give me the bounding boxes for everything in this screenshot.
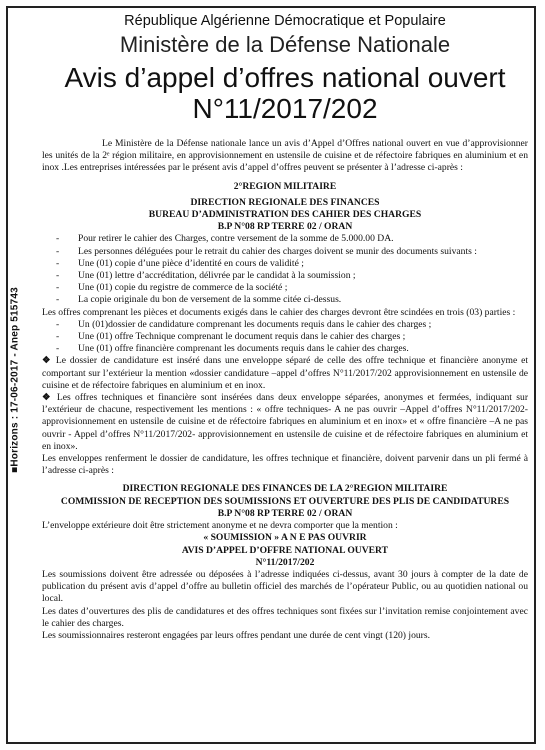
- list-item: - Les personnes déléguées pour le retrait du cahier des charges doivent se munir des documents suivants :: [54, 246, 528, 258]
- list-item: - Une (01) copie du registre de commerce de la société ;: [54, 282, 528, 294]
- enveloppe-ext-paragraph: L’enveloppe extérieure doit être strictement anonyme et ne devra comporter que la mention :: [42, 520, 398, 532]
- mention-line2: AVIS D’APPEL D’OFFRE NATIONAL OUVERT: [181, 544, 389, 556]
- dossier-text: Le dossier de candidature est inséré dans une enveloppe séparé de celle des offre technique et financière anonyme et comportant sur l’extérieur la mention «dossier candidature –appel d’offres N°11/2017/202 approvisionnement en ustensile de cuisine et de réfectoire fabriques en aluminium et en inox.: [42, 355, 528, 391]
- enveloppes-paragraph: Les enveloppes renferment le dossier de candidature, les offres technique et financière, doivent parvenir dans un pli fermé à l’adresse ci-après :: [42, 453, 528, 477]
- list-item: - Une (01) lettre d’accréditation, délivrée par le candidat à la soumission ;: [54, 270, 528, 282]
- list-item: - Pour retirer le cahier des Charges, contre versement de la somme de 5.000.00 DA.: [54, 233, 528, 245]
- diamond-bullet-icon: ❖: [42, 392, 57, 404]
- list-item: - Une (01) offre financière comprenant les documents requis dans le cahier des charges.: [54, 343, 528, 355]
- list-item: - Une (01) copie d’une pièce d’identité en cours de validité ;: [54, 258, 528, 270]
- offres-text: Les offres techniques et financière sont insérées dans deux enveloppe séparées, anonymes et fermées, indiquant sur l’extérieur de chacune, respectivement les mentions : « offre techniques- A ne pas ouvrir –Appel d’offres N°11/2017/202- approvisionnement en ustensile de cuisine et de réfectoire fabriques en aluminium et en inox» et « offre financière –A ne pas ouvrir - Appel d’offres N°11/2017/202- approvisionnement en ustensile de cuisine et de réfectoire fabriques en aluminium et en inox».: [42, 392, 529, 452]
- dossier-paragraph: [42, 355, 528, 392]
- republic-header: République Algérienne Démocratique et Populaire: [124, 13, 446, 29]
- notice-number: N°11/2017/202: [192, 93, 378, 124]
- notice-content: [42, 12, 528, 642]
- address2-line1: DIRECTION REGIONALE DES FINANCES DE LA 2°REGION MILITAIRE: [122, 483, 448, 495]
- address-bp: B.P N°08 RP TERRE 02 / ORAN: [217, 221, 353, 233]
- intro-paragraph: Le Ministère de la Défense nationale lance un avis d’Appel d’Offres national ouvert en vue d’approvisionner les unités de la 2ᵉ région militaire, en approvisionnement en ustensile de cuisine et de réfectoire fabriques en aluminium et en inox .Les entreprises intéressées par le présent avis d’appel d’offres peuvent se présenter à l’adresse ci-après :: [42, 138, 528, 174]
- address-bureau: BUREAU D’ADMINISTRATION DES CAHIER DES CHARGES: [148, 209, 422, 221]
- side-label: [8, 250, 22, 510]
- offres-intro: Les offres comprenant les pièces et documents exigés dans le cahier des charges devront être scindées en trois (03) parties :: [42, 306, 516, 318]
- list-item: - La copie originale du bon de versement de la somme citée ci-dessus.: [54, 294, 528, 306]
- list-item: - Une (01) offre Technique comprenant le document requis dans le cahier des charges ;: [54, 331, 528, 343]
- ministry-header: Ministère de la Défense Nationale: [119, 32, 451, 57]
- retrait-list: [42, 233, 528, 306]
- final-paragraph-3: Les soumissionnaires resteront engagées par leurs offres pendant une durée de cent vingt (120) jours.: [42, 629, 430, 641]
- notice-title: Avis d’appel d’offres national ouvert: [64, 62, 506, 93]
- mention-line3: N°11/2017/202: [255, 556, 315, 568]
- diamond-bullet-icon: ❖: [42, 355, 56, 367]
- notice-body: [42, 138, 528, 642]
- address2-line2: COMMISSION DE RECEPTION DES SOUMISSIONS ET OUVERTURE DES PLIS DE CANDIDATURES: [60, 495, 510, 507]
- offres-list: [42, 319, 528, 356]
- address-direction: DIRECTION REGIONALE DES FINANCES: [190, 196, 380, 208]
- address2-bp: B.P N°08 RP TERRE 02 / ORAN: [217, 507, 353, 519]
- offres-paragraph: [42, 392, 528, 453]
- address-region: 2°REGION MILITAIRE: [233, 180, 337, 192]
- mention-line1: « SOUMISSION » A N E PAS OUVRIR: [203, 532, 367, 544]
- final-paragraph-2: Les dates d’ouvertures des plis de candidatures et des offres techniques sont fixées sur l’invitation remise conjointement avec le cahier des charges.: [42, 605, 528, 629]
- side-label-text: ■Horizons : 17-06-2017 - Anep 515743: [9, 287, 21, 473]
- final-paragraph-1: Les soumissions doivent être adressée ou déposées à l’adresse indiquées ci-dessus, avant 30 jours à compter de la date de publication du présent avis d’appel d’offre au bulletin officiel des marchés de l’opérateur Public, ou au quotidien national ou local.: [42, 568, 528, 605]
- list-item: - Un (01)dossier de candidature comprenant les documents requis dans le cahier des charges ;: [54, 319, 528, 331]
